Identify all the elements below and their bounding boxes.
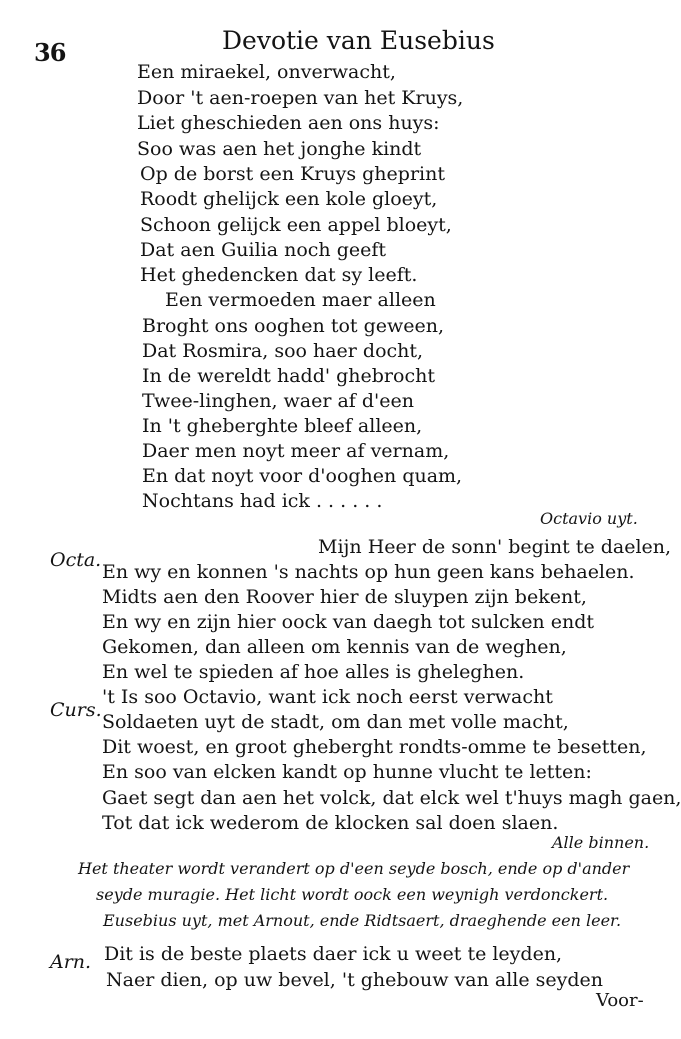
verse-line: Soo was aen het jonghe kindt	[137, 138, 422, 160]
verse-line: Daer men noyt meer af vernam,	[142, 440, 450, 462]
verse-line: Het ghedencken dat sy leeft.	[140, 264, 418, 286]
speech-line: 't Is soo Octavio, want ick noch eerst verwacht	[102, 686, 553, 708]
verse-line: Door 't aen-roepen van het Kruys,	[137, 87, 464, 109]
verse-line: Schoon gelijck een appel bloeyt,	[140, 214, 452, 236]
stage-direction: Octavio uyt.	[540, 509, 638, 528]
verse-line: Dat aen Guilia noch geeft	[140, 239, 387, 261]
catchword: Voor-	[596, 990, 644, 1011]
speech-line: En wy en konnen 's nachts op hun geen kans behaelen.	[102, 561, 635, 583]
verse-line: Op de borst een Kruys gheprint	[140, 163, 445, 185]
verse-line: In de wereldt hadd' ghebrocht	[142, 365, 435, 387]
speech-line: En wel te spieden af hoe alles is gheleghen.	[102, 661, 525, 683]
speech-line: Midts aen den Roover hier de sluypen zijn bekent,	[102, 586, 587, 608]
verse-line: En dat noyt voor d'ooghen quam,	[142, 465, 463, 487]
speaker-label: Curs.	[50, 699, 102, 721]
verse-line: Een vermoeden maer alleen	[165, 289, 436, 311]
speech-line: Dit is de beste plaets daer ick u weet te leyden,	[104, 943, 563, 965]
stage-direction: Eusebius uyt, met Arnout, ende Ridtsaert, draeghende een leer.	[103, 911, 622, 930]
speech-line: Mijn Heer de sonn' begint te daelen,	[318, 536, 672, 558]
speech-line: Dit woest, en groot gheberght rondts-omme te besetten,	[102, 736, 647, 758]
stage-direction: Het theater wordt verandert op d'een seyde bosch, ende op d'ander	[78, 859, 630, 878]
speech-line: Gekomen, dan alleen om kennis van de weghen,	[102, 636, 567, 658]
verse-line: Een miraekel, onverwacht,	[137, 61, 396, 83]
running-head: Devotie van Eusebius	[222, 26, 495, 55]
stage-direction: seyde muragie. Het licht wordt oock een weynigh verdonckert.	[96, 885, 609, 904]
speaker-label: Arn.	[50, 951, 92, 973]
speech-line: Soldaeten uyt de stadt, om dan met volle macht,	[102, 711, 569, 733]
speech-line: Gaet segt dan aen het volck, dat elck wel t'huys magh gaen,	[102, 787, 681, 809]
speaker-label: Octa.	[50, 549, 102, 571]
speech-line: Tot dat ick wederom de klocken sal doen slaen.	[102, 812, 559, 834]
stage-direction: Alle binnen.	[552, 833, 650, 852]
verse-line: Dat Rosmira, soo haer docht,	[142, 340, 424, 362]
verse-line: Roodt ghelijck een kole gloeyt,	[140, 188, 438, 210]
verse-line: Twee-linghen, waer af d'een	[142, 390, 414, 412]
speech-line: Naer dien, op uw bevel, 't ghebouw van alle seyden	[106, 969, 603, 991]
verse-line: Nochtans had ick . . . . . .	[142, 490, 383, 512]
verse-line: Liet gheschieden aen ons huys:	[137, 112, 440, 134]
verse-line: In 't gheberghte bleef alleen,	[142, 415, 423, 437]
speech-line: En wy en zijn hier oock van daegh tot sulcken endt	[102, 611, 594, 633]
speech-line: En soo van elcken kandt op hunne vlucht te letten:	[102, 761, 592, 783]
page-number: 36	[34, 38, 66, 67]
verse-line: Broght ons ooghen tot geween,	[142, 315, 445, 337]
